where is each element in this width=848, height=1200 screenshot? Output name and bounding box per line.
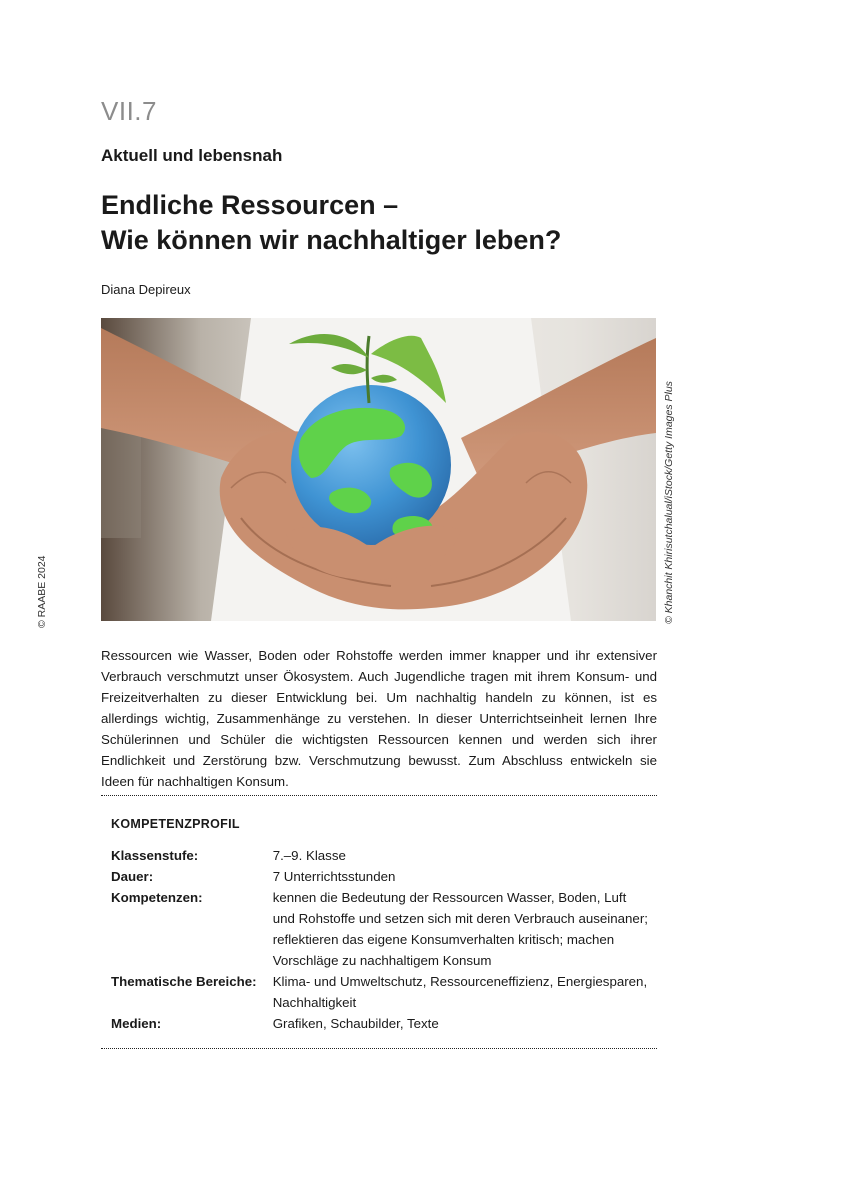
profile-value: Grafiken, Schaubilder, Texte <box>272 1016 439 1031</box>
profile-value: Klima- und Umweltschutz, Ressourceneffizienz, Energiesparen, Nachhaltigkeit <box>272 974 648 1010</box>
divider-bottom <box>101 1048 657 1049</box>
side-copyright <box>36 556 50 628</box>
divider-top <box>101 795 657 796</box>
profile-value: kennen die Bedeutung der Ressourcen Wasser, Boden, Luft und Rohstoffe und setzen sich mit deren Verbrauch auseinaner; reflektieren das eigene Konsumverhalten kritisch; machen Vorschläge zu nachhaltigem Konsum <box>272 890 648 968</box>
intro-paragraph: Ressourcen wie Wasser, Boden oder Rohstoffe werden immer knapper und ihr extensiver Verbrauch verschmutzt unser Ökosystem. Auch Jugendliche tragen mit ihrem Konsum- und Freizeitverhalten zu dieser Entwicklung bei. Um nachhaltig handeln zu können, ist es allerdings wichtig, Zusammenhänge zu verstehen. In dieser Unterrichtseinheit lernen Ihre Schülerinnen und Schüler die wichtigsten Ressourcen kennen und werden sich ihrer Endlichkeit und Zerstörung bzw. Verschmutzung bewusst. Zum Abschluss entwickeln sie Ideen für nachhaltigen Konsum. <box>101 648 657 789</box>
profile-label: Klassenstufe: <box>111 848 199 863</box>
title-line-1: Endliche Ressourcen – <box>101 190 399 220</box>
profile-row-topics <box>111 971 651 1013</box>
photo-credit <box>663 378 679 624</box>
profile-value: 7.–9. Klasse <box>272 848 346 863</box>
hero-image <box>101 318 656 621</box>
profile-label: Dauer: <box>111 869 154 884</box>
section-code: VII.7 <box>101 96 157 126</box>
profile-row-competencies <box>111 887 651 971</box>
page-title <box>101 188 561 258</box>
title-line-2: Wie können wir nachhaltiger leben? <box>101 225 562 255</box>
profile-label: Thematische Bereiche: <box>111 974 257 989</box>
profile-value: 7 Unterrichtsstunden <box>272 869 396 884</box>
profile-label: Medien: <box>111 1016 162 1031</box>
profile-row-media <box>111 1013 651 1034</box>
profile-row-duration <box>111 866 651 887</box>
photo-credit-text: © Khanchit Khirisutchalual/iStock/Getty Images Plus <box>663 381 675 624</box>
author: Diana Depireux <box>101 282 191 297</box>
competence-profile-heading: KOMPETENZPROFIL <box>111 817 240 831</box>
side-copyright-text: © RAABE 2024 <box>36 555 48 628</box>
hands-globe-illustration <box>101 318 656 621</box>
competence-profile-table <box>111 845 651 1034</box>
profile-row-grade <box>111 845 651 866</box>
profile-label: Kompetenzen: <box>111 890 203 905</box>
kicker: Aktuell und lebensnah <box>101 146 283 165</box>
